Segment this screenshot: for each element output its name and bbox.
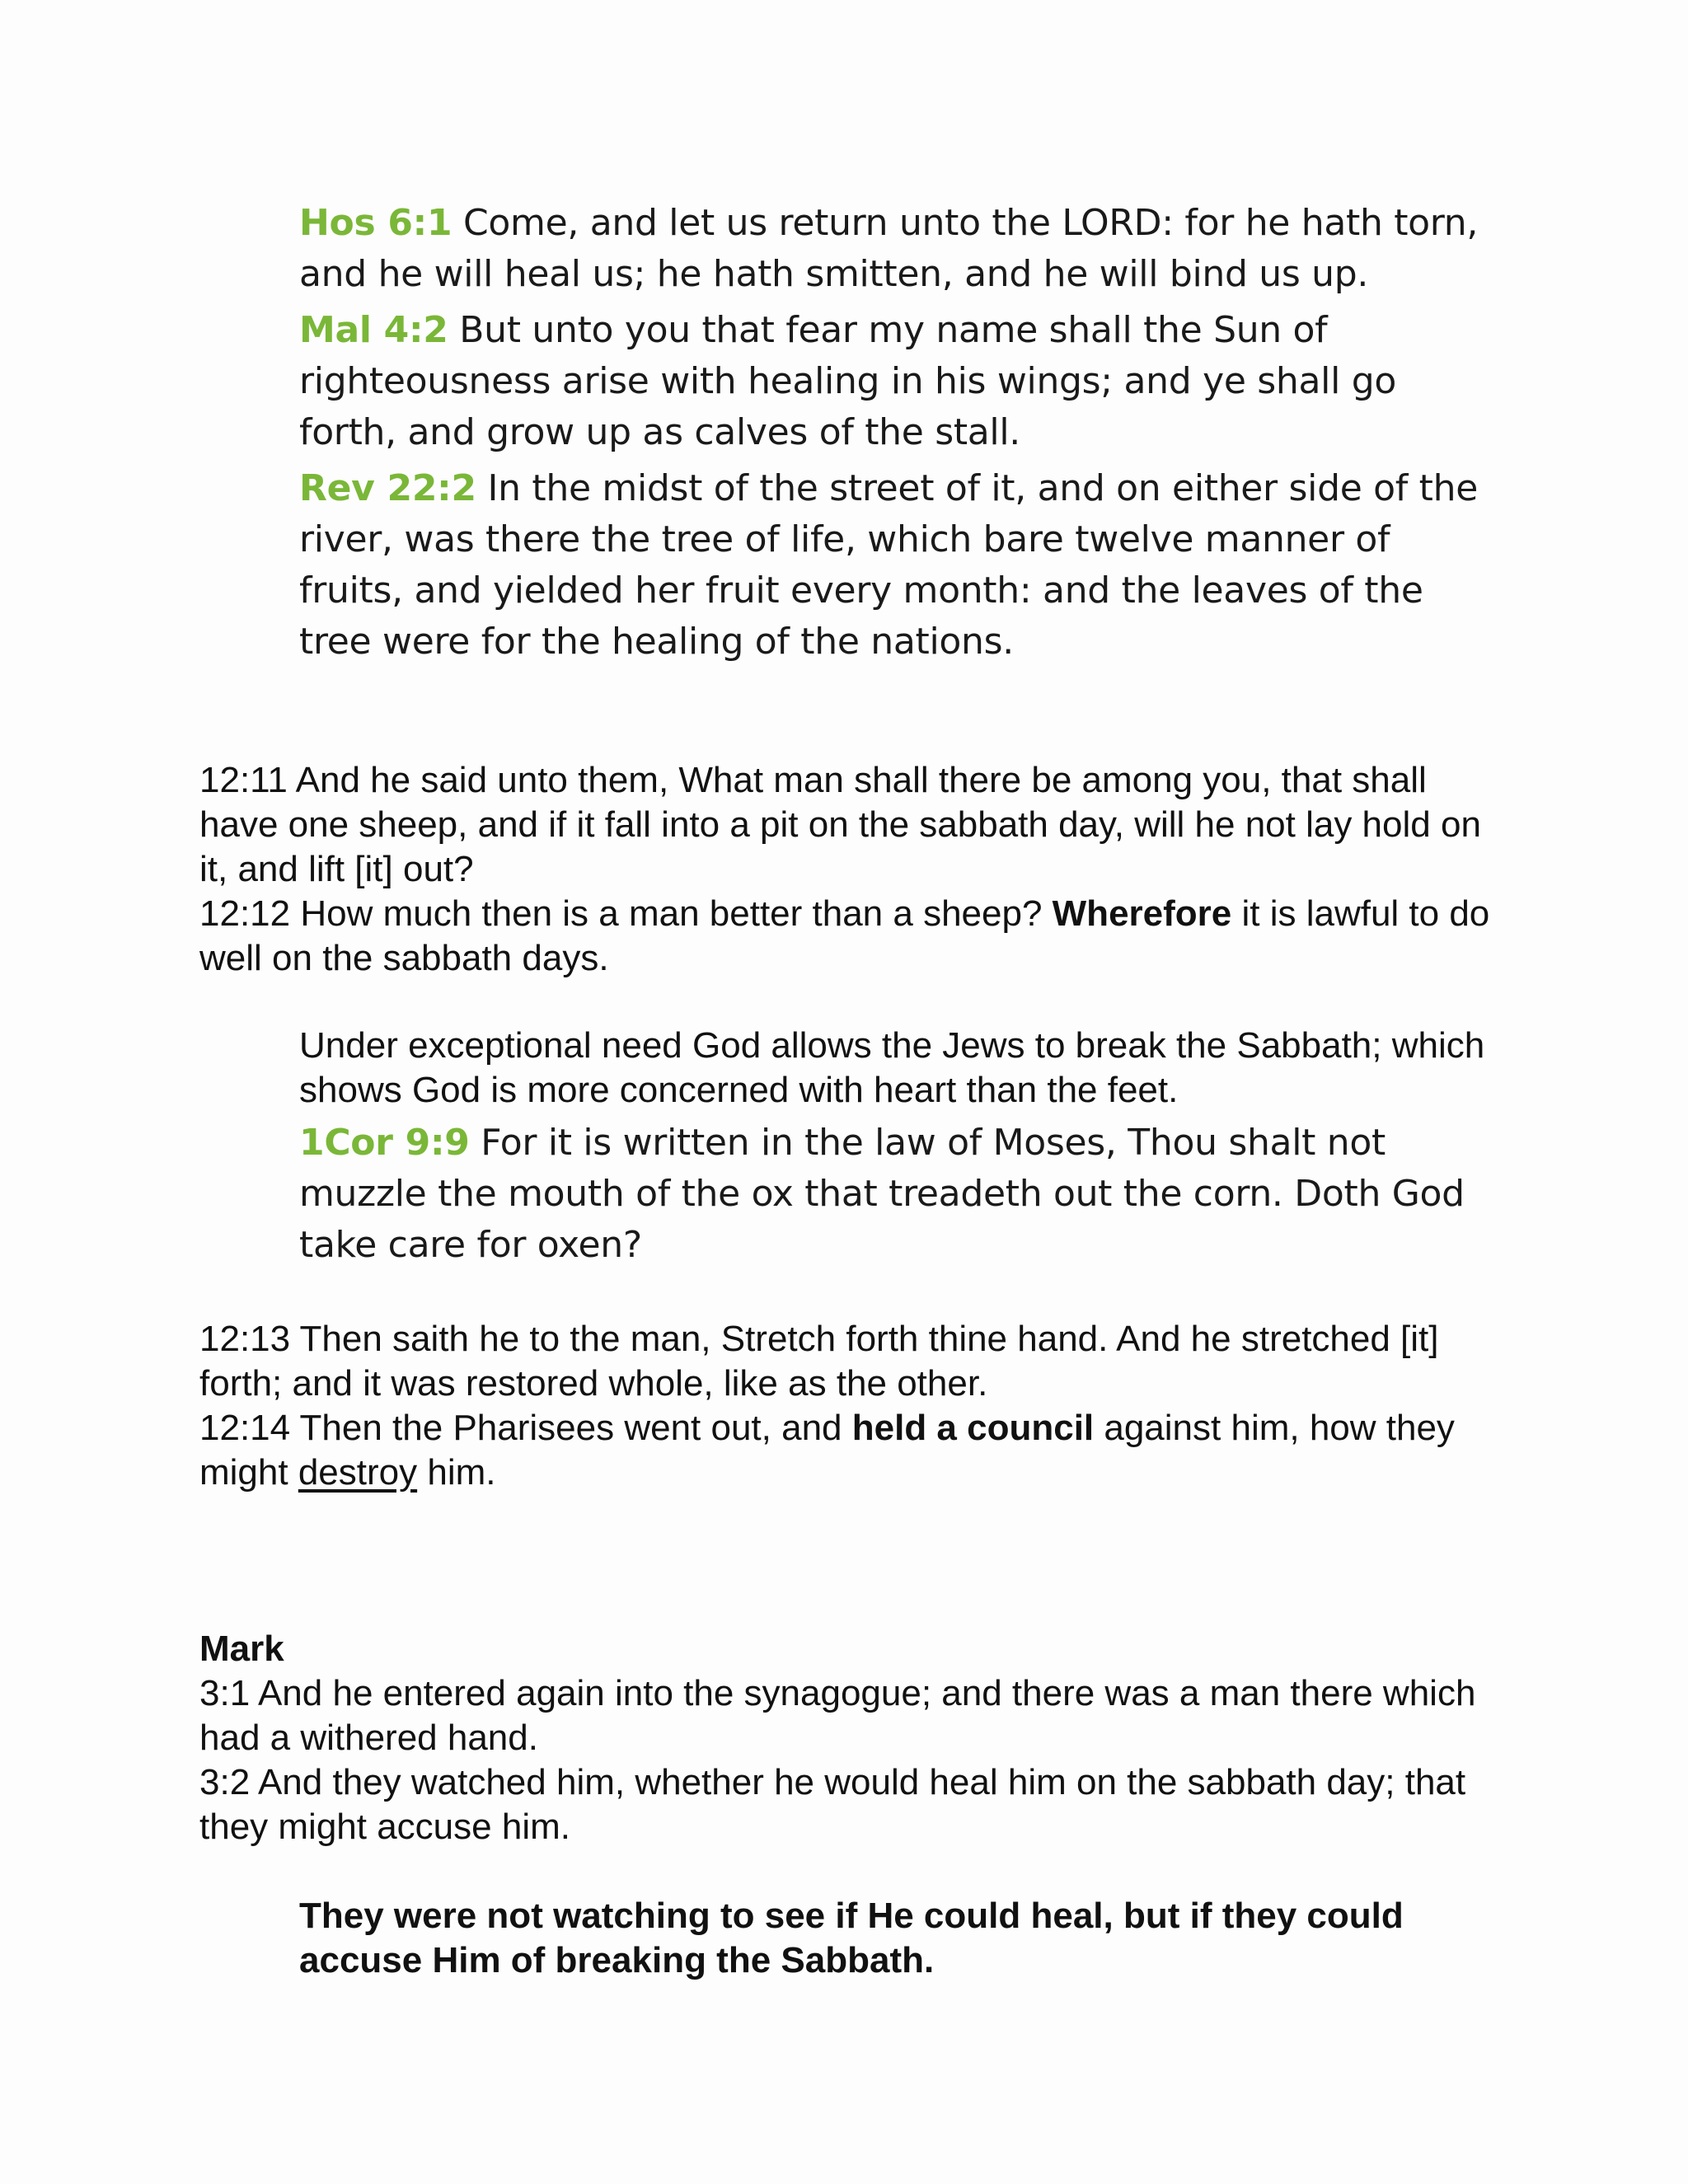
verse-12-11: 12:11 And he said unto them, What man shall there be among you, that shall have one sheep, and if it fall into a pit on the sabbath day, will he not lay hold on it, and lift [it] out?	[199, 760, 1481, 889]
rev-text: In the midst of the street of it, and on either side of the river, was there the tree of life, which bare twelve manner of fruits, and yielded her fruit every month: and the leaves of the tree were for the healing of the nations.	[299, 467, 1478, 663]
verse-12-14	[199, 1406, 1502, 1495]
cor-reference-paragraph	[299, 1118, 1494, 1271]
mark-verse-3-1: 3:1 And he entered again into the synagogue; and there was a man there which had a withered hand.	[199, 1673, 1476, 1758]
verse-12-13: 12:13 Then saith he to the man, Stretch forth thine hand. And he stretched [it] forth; and it was restored whole, like as the other.	[199, 1319, 1439, 1404]
mark-verse-3-2: 3:2 And they watched him, whether he would heal him on the sabbath day; that they might accuse him.	[199, 1762, 1466, 1847]
verse-12-12-text: 12:12 How much then is a man better than a sheep?	[199, 893, 1053, 934]
mal-reference-paragraph	[299, 305, 1494, 458]
bold-commentary: They were not watching to see if He could heal, but if they could accuse Him of breaking the Sabbath.	[299, 1896, 1404, 1980]
cross-reference-block-1	[299, 198, 1494, 668]
cor-reference: 1Cor 9:9	[299, 1122, 470, 1164]
hos-reference: Hos 6:1	[299, 202, 452, 244]
verse-12-14-text: 12:14 Then the Pharisees went out, and	[199, 1408, 852, 1448]
verse-12-14-bold: held a council	[851, 1408, 1095, 1448]
hos-reference-paragraph	[299, 198, 1494, 300]
verses-12-13-14	[199, 1317, 1502, 1495]
mal-reference: Mal 4:2	[299, 309, 448, 351]
rev-reference: Rev 22:2	[299, 467, 476, 509]
mark-section	[199, 1627, 1502, 1849]
verse-12-14-end: him.	[417, 1452, 496, 1493]
cor-text: For it is written in the law of Moses, Thou shalt not muzzle the mouth of the ox that treadeth out the corn. Doth God take care for oxen?	[299, 1122, 1465, 1266]
rev-reference-paragraph	[299, 463, 1494, 668]
mark-heading: Mark	[199, 1629, 284, 1669]
hos-text: Come, and let us return unto the LORD: for he hath torn, and he will heal us; he hath smitten, and he will bind us up.	[299, 202, 1479, 295]
verses-12-11-12	[199, 758, 1502, 981]
verse-12-12-bold: Wherefore	[1052, 893, 1232, 934]
verse-12-14-mid: against him, how they might	[199, 1408, 1455, 1493]
commentary-block-2	[299, 1024, 1494, 1271]
verse-12-12-end: it is lawful to do well on the sabbath days.	[199, 893, 1490, 978]
commentary-text: Under exceptional need God allows the Jews to break the Sabbath; which shows God is more concerned with heart than the feet.	[299, 1025, 1485, 1110]
verse-12-14-underline: destroy	[298, 1452, 418, 1493]
commentary-block-3	[299, 1894, 1494, 1983]
verse-12-12	[199, 892, 1502, 981]
mal-text: But unto you that fear my name shall the Sun of righteousness arise with healing in his wings; and ye shall go forth, and grow up as calves of the stall.	[299, 309, 1396, 453]
